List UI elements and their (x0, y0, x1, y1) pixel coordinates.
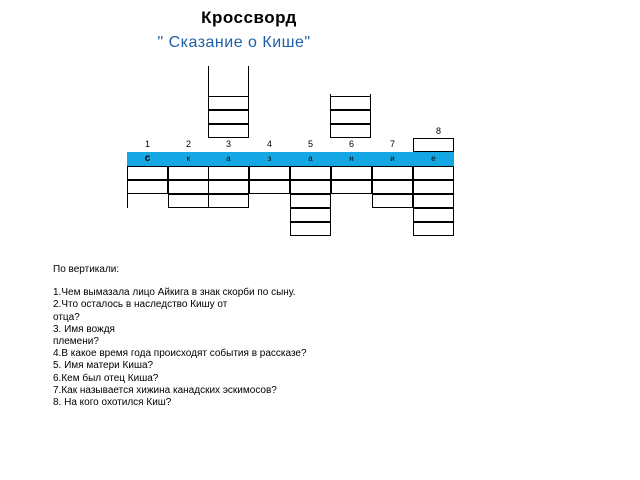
crossword-cell[interactable] (168, 194, 209, 208)
crossword-cell[interactable] (330, 110, 371, 124)
clue-item: 1.Чем вымазала лицо Айкига в знак скорби по сыну. (53, 287, 296, 299)
crossword-cell[interactable] (290, 180, 331, 194)
answer-letter: н (349, 154, 354, 163)
clue-item: 7.Как называется хижина канадских эскимосов? (53, 384, 277, 396)
crossword-cell[interactable] (249, 180, 290, 194)
crossword-cell[interactable] (413, 138, 454, 152)
column-number: 2 (185, 139, 191, 149)
answer-letter: з (267, 154, 272, 163)
crossword-cell[interactable] (290, 222, 331, 236)
crossword-cell[interactable] (413, 222, 454, 236)
crossword-cell[interactable] (330, 96, 371, 110)
answer-letter: с (144, 153, 151, 164)
clues-section (53, 264, 453, 409)
column-number: 3 (225, 139, 231, 149)
crossword-cell[interactable] (413, 194, 454, 208)
clue-item: 6.Кем был отец Киша? (53, 372, 159, 384)
crossword-cell[interactable] (249, 166, 290, 180)
column-number: 7 (389, 139, 395, 149)
crossword-cell[interactable] (413, 208, 454, 222)
crossword-cell[interactable] (208, 96, 249, 110)
crossword-cell[interactable] (290, 208, 331, 222)
clue-item: 2.Что осталось в наследство Кишу от отца? (53, 299, 228, 323)
grid-line (127, 194, 128, 208)
crossword-cell[interactable] (413, 166, 454, 180)
crossword-cell[interactable] (413, 180, 454, 194)
crossword-cell[interactable] (290, 194, 331, 208)
grid-line (208, 66, 209, 96)
column-number: 5 (307, 139, 313, 149)
crossword-cell[interactable] (208, 110, 249, 124)
clue-item: 4.В какое время года происходят события в рассказе? (53, 348, 307, 360)
crossword-cell[interactable] (208, 180, 249, 194)
column-number: 4 (266, 139, 272, 149)
answer-letter: а (226, 154, 231, 163)
column-number: 1 (144, 139, 150, 149)
crossword-cell[interactable] (372, 194, 413, 208)
column-number: 6 (348, 139, 354, 149)
answer-letter: к (186, 154, 191, 163)
grid-line (330, 94, 331, 96)
crossword-cell[interactable] (168, 166, 209, 180)
clues-heading: По вертикали: (53, 264, 120, 275)
page-subtitle: " Сказание о Кише" (157, 34, 311, 51)
crossword-cell[interactable] (331, 180, 372, 194)
crossword-cell[interactable] (208, 194, 249, 208)
answer-letter: а (308, 154, 313, 163)
crossword-cell[interactable] (127, 180, 168, 194)
crossword-cell[interactable] (372, 166, 413, 180)
grid-line (248, 66, 249, 96)
answer-letter: е (431, 154, 436, 163)
crossword-cell[interactable] (168, 180, 209, 194)
grid-line (370, 94, 371, 96)
crossword-cell[interactable] (127, 166, 168, 180)
crossword-cell[interactable] (331, 166, 372, 180)
crossword-cell[interactable] (290, 166, 331, 180)
answer-letter: и (390, 154, 395, 163)
clue-item: 8. На кого охотился Киш? (53, 397, 172, 409)
clue-item: 3. Имя вождя племени? (53, 323, 115, 348)
crossword-cell[interactable] (208, 124, 249, 138)
column-number: 8 (436, 126, 442, 136)
clue-item: 5. Имя матери Киша? (53, 360, 154, 372)
crossword-cell[interactable] (330, 124, 371, 138)
crossword-cell[interactable] (372, 180, 413, 194)
page-title: Кроссворд (201, 8, 297, 27)
crossword-cell[interactable] (208, 166, 249, 180)
